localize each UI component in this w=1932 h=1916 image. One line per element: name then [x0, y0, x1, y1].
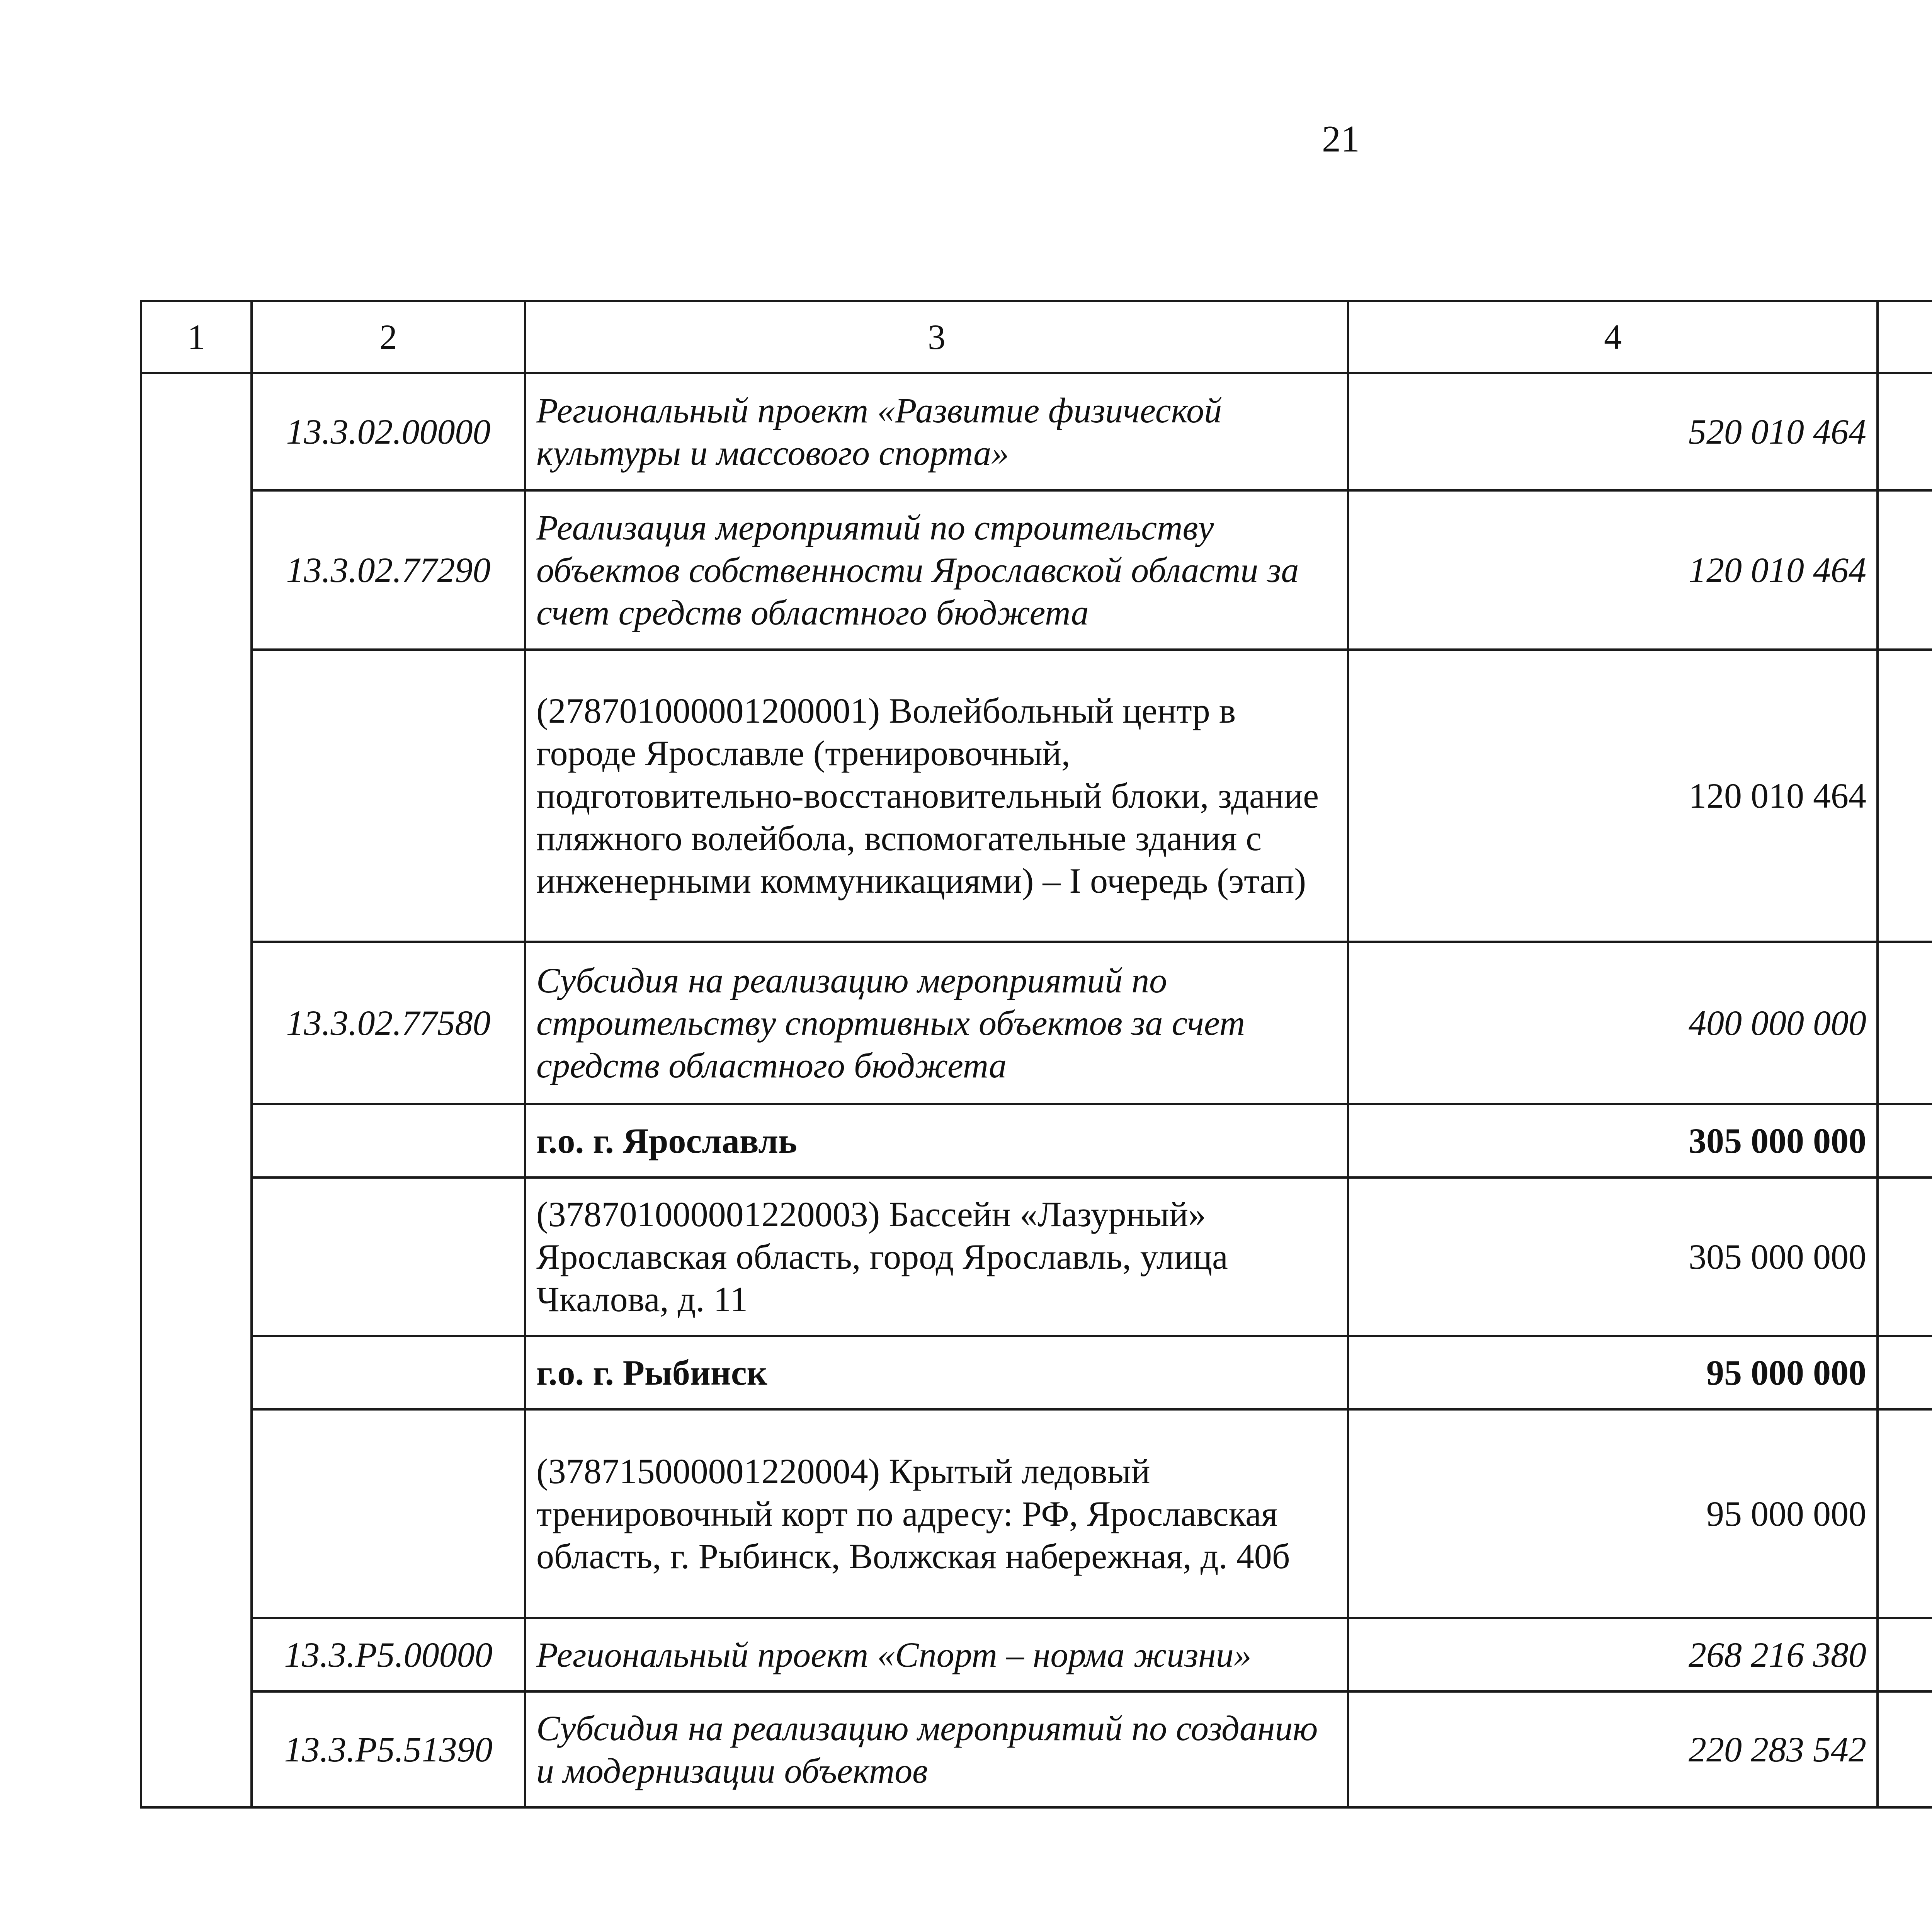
- value-cell-4: 400 000 000: [1348, 942, 1878, 1104]
- name-cell: Реализация мероприятий по строительству объектов собственности Ярославской области за счет средств областного бюджета: [525, 490, 1348, 650]
- table-row: [141, 373, 1932, 490]
- code-cell: [252, 650, 525, 942]
- value-cell-5: [1878, 490, 1932, 650]
- page-number: 21: [1322, 118, 1360, 160]
- value-cell-5: [1878, 373, 1932, 490]
- table-row: [141, 1618, 1932, 1691]
- column-header: [1878, 301, 1932, 373]
- name-cell: Региональный проект «Спорт – норма жизни»: [525, 1618, 1348, 1691]
- value-cell-5: [1878, 1691, 1932, 1807]
- header-row: [141, 301, 1932, 373]
- code-cell: 13.3.P5.51390: [252, 1691, 525, 1807]
- name-cell: Региональный проект «Развитие физической культуры и массового спорта»: [525, 373, 1348, 490]
- value-cell-5: [1878, 650, 1932, 942]
- code-cell: 13.3.02.00000: [252, 373, 525, 490]
- budget-table: [140, 300, 1932, 1809]
- value-cell-5: [1878, 1409, 1932, 1618]
- value-cell-5: [1878, 1618, 1932, 1691]
- table-row: [141, 650, 1932, 942]
- value-cell-5: [1878, 1336, 1932, 1409]
- table-row: [141, 942, 1932, 1104]
- name-cell: г.о. г. Ярославль: [525, 1104, 1348, 1178]
- column-header: 2: [252, 301, 525, 373]
- name-cell: (278701000001200001) Волейбольный центр в городе Ярославле (тренировочный, подготовительно-восстановительный блоки, здание пляжного волейбола, вспомогательные здания с инженерными коммуникациями) – I очередь (этап): [525, 650, 1348, 942]
- value-cell-4: 520 010 464: [1348, 373, 1878, 490]
- value-cell-5: [1878, 1178, 1932, 1336]
- value-cell-4: 220 283 542: [1348, 1691, 1878, 1807]
- column-header: 4: [1348, 301, 1878, 373]
- table-row: [141, 1104, 1932, 1178]
- value-cell-4: 95 000 000: [1348, 1409, 1878, 1618]
- code-cell: 13.3.P5.00000: [252, 1618, 525, 1691]
- code-cell: [252, 1178, 525, 1336]
- code-cell: [252, 1336, 525, 1409]
- name-cell: г.о. г. Рыбинск: [525, 1336, 1348, 1409]
- column-header: 3: [525, 301, 1348, 373]
- value-cell-4: 305 000 000: [1348, 1178, 1878, 1336]
- code-cell: 13.3.02.77290: [252, 490, 525, 650]
- row-number-cell: [141, 373, 252, 1807]
- name-cell: Субсидия на реализацию мероприятий по строительству спортивных объектов за счет средств областного бюджета: [525, 942, 1348, 1104]
- value-cell-5: [1878, 1104, 1932, 1178]
- code-cell: 13.3.02.77580: [252, 942, 525, 1104]
- table-row: [141, 1178, 1932, 1336]
- table-row: [141, 1336, 1932, 1409]
- value-cell-5: [1878, 942, 1932, 1104]
- table-row: [141, 490, 1932, 650]
- value-cell-4: 95 000 000: [1348, 1336, 1878, 1409]
- table-row: [141, 1409, 1932, 1618]
- name-cell: (378715000001220004) Крытый ледовый тренировочный корт по адресу: РФ, Ярославская область, г. Рыбинск, Волжская набережная, д. 40б: [525, 1409, 1348, 1618]
- value-cell-4: 120 010 464: [1348, 650, 1878, 942]
- name-cell: (378701000001220003) Бассейн «Лазурный» Ярославская область, город Ярославль, улица Чкалова, д. 11: [525, 1178, 1348, 1336]
- name-cell: Субсидия на реализацию мероприятий по созданию и модернизации объектов: [525, 1691, 1348, 1807]
- column-header: 1: [141, 301, 252, 373]
- table-row: [141, 1691, 1932, 1807]
- value-cell-4: 120 010 464: [1348, 490, 1878, 650]
- code-cell: [252, 1104, 525, 1178]
- code-cell: [252, 1409, 525, 1618]
- value-cell-4: 305 000 000: [1348, 1104, 1878, 1178]
- value-cell-4: 268 216 380: [1348, 1618, 1878, 1691]
